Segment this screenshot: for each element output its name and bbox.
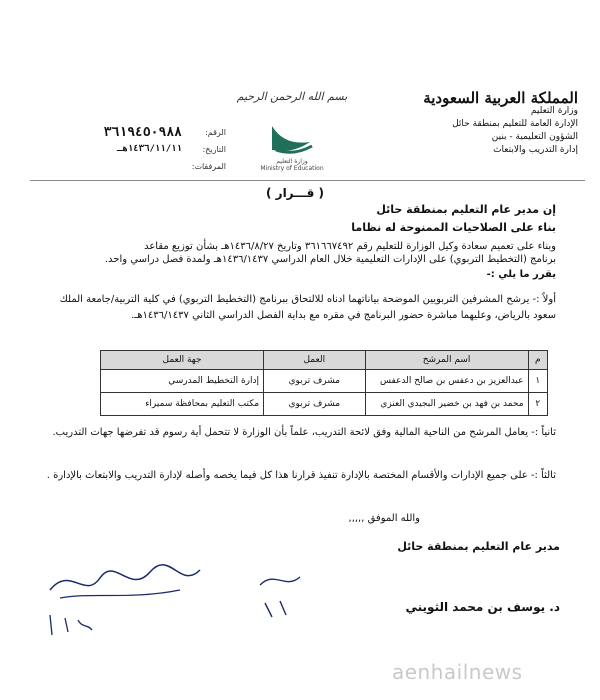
body-line: بناء على الصلاحيات الممنوحة له نظاما	[351, 221, 556, 234]
body-line: وبناء على تعميم سعادة وكيل الوزارة للتعليم رقم ٣٦١٦٦٧٤٩٢ وتاريخ ١٤٣٦/٨/٢٧هـ بشأن توزيع مقاعد	[144, 241, 556, 252]
body-line: يقرر ما يلي :-	[486, 269, 556, 280]
letterhead-line: الشؤون التعليمية - بنين	[491, 132, 578, 142]
cell-index: ١	[528, 370, 547, 393]
letterhead-line: إدارة التدريب والابتعاث	[493, 145, 578, 155]
decision-title: ( قـــرار )	[266, 186, 324, 200]
letterhead-line: الإدارة العامة للتعليم بمنطقة حائل	[452, 119, 578, 129]
body-line: إن مدير عام التعليم بمنطقة حائل	[376, 203, 556, 216]
header-divider	[30, 180, 585, 181]
cell-job: مشرف تربوي	[264, 370, 365, 393]
decision-item-3: ثالثاً :- على جميع الإدارات والأقسام المختصة بالإدارة تنفيذ قرارنا هذا كل فيما يخصه وأصله لإدارة التدريب والابتعاث بالإدارة .	[46, 470, 556, 481]
col-header-department: جهة العمل	[101, 351, 264, 370]
logo-caption: وزارة التعليم Ministry of Education	[260, 158, 324, 172]
source-watermark: aenhailnews	[392, 660, 523, 684]
reference-block	[46, 124, 226, 175]
table-row	[101, 370, 548, 393]
initials-scrawl-icon	[250, 565, 310, 625]
signatory-name: د. يوسف بن محمد الثويني	[405, 600, 560, 614]
cell-department: مكتب التعليم بمحافظة سميراء	[101, 393, 264, 416]
cell-department: إدارة التخطيط المدرسي	[101, 370, 264, 393]
number-label: الرقم:	[205, 128, 226, 137]
col-header-index: م	[528, 351, 547, 370]
closing-phrase: والله الموفق ,,,,,	[348, 513, 420, 524]
basmala: بسم الله الرحمن الرحيم	[236, 90, 348, 103]
date-value: ١٤٣٦/١١/١١هـ	[116, 144, 182, 154]
signature-scrawl-icon	[40, 560, 210, 605]
col-header-name: اسم المرشح	[365, 351, 528, 370]
body-line: برنامج (التخطيط التربوي) على الإدارات التعليمية خلال العام الدراسي ١٤٣٦/١٤٣٧هـ ولمدة فصل دراسي واحد.	[104, 254, 556, 265]
letterhead-line: وزارة التعليم	[530, 106, 578, 116]
signature-mark-icon	[40, 610, 100, 640]
table-header-row	[101, 351, 548, 370]
cell-name: محمد بن فهد بن خضير البجيدي العنزي	[365, 393, 528, 416]
cell-index: ٢	[528, 393, 547, 416]
table-row	[101, 393, 548, 416]
number-value: ٣٦١٩٤٥٠٩٨٨	[103, 125, 182, 140]
cell-name: عبدالعزيز بن دعفس بن صالح الدعفس	[365, 370, 528, 393]
date-label: التاريخ:	[202, 145, 226, 154]
cell-job: مشرف تربوي	[264, 393, 365, 416]
letterhead	[408, 89, 578, 157]
candidates-table	[100, 350, 548, 416]
signatory-title: مدير عام التعليم بمنطقة حائل	[397, 540, 560, 553]
col-header-job: العمل	[264, 351, 365, 370]
kingdom-title: المملكة العربية السعودية	[423, 89, 578, 107]
decision-item-2: ثانياً :- يعامل المرشح من الناحية المالية وفق لائحة التدريب، علماً بأن الوزارة لا تتحمل أية رسوم قد تفرضها جهات التدريب.	[52, 427, 556, 438]
attachments-label: المرفقات:	[191, 162, 226, 171]
decision-item-1: أولاً :- يرشح المشرفين التربويين الموضحة بياناتهما ادناه للالتحاق ببرنامج (التخطيط التربوي) في كلية التربية/جامعة الملك سعود بالرياض، وعليهما مباشرة حضور البرنامج في مقره مع بداية الفصل الدراسي الثاني ١٤٣٦/١٤٣٧هـ.	[59, 294, 556, 321]
